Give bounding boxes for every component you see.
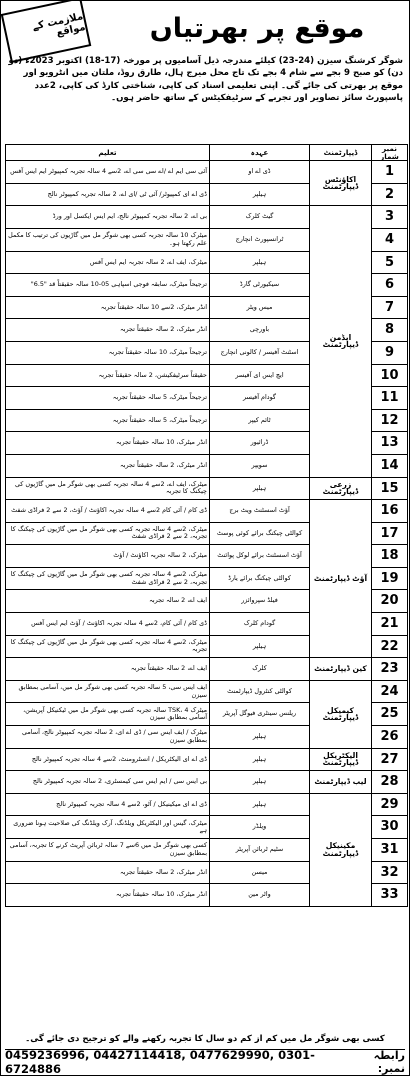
row-number: 6 xyxy=(372,274,408,297)
row-number: 28 xyxy=(372,771,408,794)
qualification-cell: ایف اے، 2 سالہ حقیقتاً تجربہ xyxy=(6,658,210,681)
row-number: 27 xyxy=(372,748,408,771)
intro-paragraph: شوگر کرشنگ سیزن (24-23) کیلئے مندرجہ ذیل آسامیوں پر مورخہ (17-18) اکتوبر 2023ء (دو دن) کو صبح 9 بجے سے شام 4 بجے تک تاج محل میرج ہال، طارق روڈ، ملتان میں انٹرویو اور موقع پر بھرتی کی جائے گی۔ اپنی تعلیمی اسناد کی کاپی، شناختی کارڈ کی کاپی، 2عدد پاسپورٹ سائز تصاویر اور تجربے کے سرٹیفکیٹس کے ساتھ حاضر ہوں۔ xyxy=(8,56,403,103)
qualification-cell: ترجیحاً میٹرک، 5 سالہ حقیقتاً تجربہ xyxy=(6,409,210,432)
table-row xyxy=(6,771,408,794)
row-number: 32 xyxy=(372,861,408,884)
row-number: 10 xyxy=(372,364,408,387)
post-cell: میسن xyxy=(210,861,310,884)
contact-label: رابطہ نمبر: xyxy=(373,1049,405,1075)
qualification-cell: ایف ایس سی، 5 سالہ تجربہ کسی بھی شوگر مل میں، آسامی بمطابق سیزن xyxy=(6,680,210,703)
qualification-cell: میٹرک، 2سے 4 سالہ تجربہ کسی بھی شوگر مل میں گاڑیوں کی چیکنگ کا تجربہ xyxy=(6,635,210,658)
table-row xyxy=(6,206,408,229)
qualification-cell: میٹرک، 2سے 4 سالہ تجربہ کسی بھی شوگر مل میں گاڑیوں کی چیکنگ کا تجربہ، 2 سے 2 فراڈی شفٹ xyxy=(6,522,210,545)
post-cell: گودام آفیسر xyxy=(210,387,310,410)
qualification-cell: میٹرک، گیس اور الیکٹریکل ویلڈنگ، آرک ویلڈنگ کی صلاحیت ہونا ضروری ہے xyxy=(6,816,210,839)
table-row xyxy=(6,161,408,184)
post-cell: کلرک xyxy=(210,658,310,681)
row-number: 31 xyxy=(372,839,408,862)
post-cell: باورچی xyxy=(210,319,310,342)
department-cell: اکاؤنٹس ڈیپارٹمنٹ xyxy=(310,161,372,206)
post-cell: کوالٹی چیکنگ برائے یارڈ xyxy=(210,567,310,590)
table-row xyxy=(6,680,408,703)
post-cell: ہیلپر xyxy=(210,793,310,816)
row-number: 7 xyxy=(372,296,408,319)
qualification-cell: میٹرک، 2 سالہ تجربہ اکاؤنٹ / آؤٹ xyxy=(6,545,210,568)
qualification-cell: میٹرک 10 سالہ تجربہ کسی بھی شوگر مل میں گاڑیوں کی ترتیب کا مکمل علم رکھتا ہو۔ xyxy=(6,228,210,251)
qualification-cell: آئی سی ایم اے /اے سی سی اے، 2سے 4 سالہ تجربہ کمپیوٹر ایم ایس آفس xyxy=(6,161,210,184)
row-number: 26 xyxy=(372,726,408,749)
post-cell: سٹیم ٹربائن آپریٹر xyxy=(210,839,310,862)
post-cell: گیٹ کلرک xyxy=(210,206,310,229)
qualification-cell: انڈر میٹرک، 2 سالہ حقیقتاً تجربہ xyxy=(6,454,210,477)
post-cell: ریلنس سینٹری فیوگل آپریٹر xyxy=(210,703,310,726)
row-number: 4 xyxy=(372,228,408,251)
row-number: 3 xyxy=(372,206,408,229)
qualification-cell: کسی بھی شوگر مل میں 6سے 7 سالہ ٹربائن آپریٹ کرنے کا تجربہ، آسامی بمطابق سیزن xyxy=(6,839,210,862)
table-row xyxy=(6,658,408,681)
qualification-cell: ڈی اے ای کمپیوٹر/ آئی ٹی /ای اے، 2 سالہ تجربہ کمپیوٹر نالج xyxy=(6,183,210,206)
qualification-cell: ڈی کام / آئی کام، 2سے 4 سالہ تجربہ اکاؤنٹ / آؤٹ ایم ایس آفس xyxy=(6,613,210,636)
row-number: 8 xyxy=(372,319,408,342)
post-cell: ہیلپر xyxy=(210,771,310,794)
row-number: 12 xyxy=(372,409,408,432)
header-num: نمبر شمار xyxy=(372,145,408,161)
row-number: 29 xyxy=(372,793,408,816)
qualification-cell: حقیقتاً سرٹیفکیشن، 2 سالہ حقیقتاً تجربہ xyxy=(6,364,210,387)
row-number: 1 xyxy=(372,161,408,184)
table-row xyxy=(6,477,408,500)
post-cell: گودام کلرک xyxy=(210,613,310,636)
department-cell: الیکٹریکل ڈیپارٹمنٹ xyxy=(310,748,372,771)
row-number: 23 xyxy=(372,658,408,681)
post-cell: فیلڈ سپروائزر xyxy=(210,590,310,613)
department-cell: لیب ڈیپارٹمنٹ xyxy=(310,771,372,794)
row-number: 33 xyxy=(372,884,408,907)
row-number: 15 xyxy=(372,477,408,500)
row-number: 2 xyxy=(372,183,408,206)
row-number: 5 xyxy=(372,251,408,274)
qualification-cell: میٹرک، 2سے 4 سالہ تجربہ کسی بھی شوگر مل میں گاڑیوں کی چیکنگ کا تجربہ، 2 سے 2 فراڈی شفٹ xyxy=(6,567,210,590)
post-cell: ویلڈر xyxy=(210,816,310,839)
department-cell: کیمیکل ڈیپارٹمنٹ xyxy=(310,680,372,748)
row-number: 21 xyxy=(372,613,408,636)
qualification-cell: میٹرک، ایف اے، 2 سالہ تجربہ ایم ایس آفس xyxy=(6,251,210,274)
row-number: 11 xyxy=(372,387,408,410)
header-post: عہدہ xyxy=(210,145,310,161)
department-cell: آؤٹ ڈیپارٹمنٹ xyxy=(310,500,372,658)
row-number: 9 xyxy=(372,341,408,364)
qualification-cell: انڈر میٹرک، 10 سالہ حقیقتاً تجربہ xyxy=(6,884,210,907)
qualification-cell: ترجیحاً میٹرک، سابقہ فوجی اسپاہی 05-10 سالہ حقیقتاً قد "6.5" xyxy=(6,274,210,297)
header-qual: تعلیم xyxy=(6,145,210,161)
row-number: 16 xyxy=(372,500,408,523)
post-cell: واٹر مین xyxy=(210,884,310,907)
post-cell: ہیلپر xyxy=(210,477,310,500)
table-body xyxy=(6,161,408,907)
department-cell: ایڈمن ڈیپارٹمنٹ xyxy=(310,206,372,477)
qualification-cell: بی ایس سی / ایم ایس سی کیمسٹری، 2 سالہ تجربہ کمپیوٹر نالج xyxy=(6,771,210,794)
row-number: 25 xyxy=(372,703,408,726)
post-cell: آؤٹ اسسٹنٹ برائے لوکل پوائنٹ xyxy=(210,545,310,568)
post-cell: آؤٹ اسسٹنٹ ویٹ برج xyxy=(210,500,310,523)
qualification-cell: میٹرک TSK، 4 سالہ تجربہ کسی بھی شوگر مل میں ٹیکنیکل آپریشن، آسامی بمطابق سیزن xyxy=(6,703,210,726)
contact-numbers: 0459236996, 04427114418, 0477629990, 0301-6724886 xyxy=(5,1048,315,1076)
post-cell: سیکیورٹی گارڈ xyxy=(210,274,310,297)
qualification-cell: بی اے، 2 سالہ تجربہ کمپیوٹر نالج، ایم ایس ایکسل اور ورڈ xyxy=(6,206,210,229)
post-cell: ہیلپر xyxy=(210,748,310,771)
qualification-cell: ڈی اے ای الیکٹریکل / انسٹرومنٹ، 2سے 4 سالہ تجربہ کمپیوٹر نالج xyxy=(6,748,210,771)
row-number: 13 xyxy=(372,432,408,455)
post-cell: میس ویٹر xyxy=(210,296,310,319)
qualification-cell: میٹرک / ایف ایس سی / ڈی اے ای، 2 سالہ تجربہ کمپیوٹر نالج، آسامی بمطابق سیزن xyxy=(6,726,210,749)
post-cell: ڈی اے او xyxy=(210,161,310,184)
qualification-cell: ڈی کام / آئی کام 2سے 4 سالہ تجربہ اکاؤنٹ / آؤٹ، 2 سے 2 فراڈی شفٹ xyxy=(6,500,210,523)
post-cell: ہیلپر xyxy=(210,635,310,658)
row-number: 17 xyxy=(372,522,408,545)
row-number: 24 xyxy=(372,680,408,703)
qualification-cell: ایف اے، 2 سالہ تجربہ xyxy=(6,590,210,613)
header-dept: ڈیپارٹمنٹ xyxy=(310,145,372,161)
department-cell: مکینیکل ڈیپارٹمنٹ xyxy=(310,793,372,906)
row-number: 19 xyxy=(372,567,408,590)
post-cell: ڈرائیور xyxy=(210,432,310,455)
contact-bar xyxy=(5,1049,405,1074)
vacancies-table xyxy=(5,144,408,907)
post-cell: کوالٹی چیکنگ برائے کوئی پوسٹ xyxy=(210,522,310,545)
qualification-cell: ڈی اے ای میکینیکل / آٹو، 2سے 4 سالہ تجربہ کمپیوٹر نالج xyxy=(6,793,210,816)
post-cell: کوالٹی کنٹرول ڈیپارٹمنٹ xyxy=(210,680,310,703)
department-cell: زرعی ڈیپارٹمنٹ xyxy=(310,477,372,500)
qualification-cell: انڈر میٹرک، 2 سالہ حقیقتاً تجربہ xyxy=(6,861,210,884)
qualification-cell: انڈر میٹرک، 2سے 10 سالہ حقیقتاً تجربہ xyxy=(6,296,210,319)
post-cell: ٹرانسپورٹ انچارج xyxy=(210,228,310,251)
table-row xyxy=(6,500,408,523)
post-cell: سویپر xyxy=(210,454,310,477)
post-cell: ایچ ایس ای آفیسر xyxy=(210,364,310,387)
qualification-cell: ترجیحاً میٹرک، 10 سالہ حقیقتاً تجربہ xyxy=(6,341,210,364)
qualification-cell: میٹرک، ایف اے، 2سے 4 سالہ تجربہ کسی بھی شوگر مل میں گاڑیوں کی چیکنگ کا تجربہ xyxy=(6,477,210,500)
row-number: 22 xyxy=(372,635,408,658)
qualification-cell: ترجیحاً میٹرک، 5 سالہ حقیقتاً تجربہ xyxy=(6,387,210,410)
table-row xyxy=(6,793,408,816)
qualification-cell: انڈر میٹرک، 10 سالہ حقیقتاً تجربہ xyxy=(6,432,210,455)
jobs-stamp: ملازمت کے مواقع xyxy=(1,0,92,63)
footer-note: کسی بھی شوگر مل میں کم از کم دو سال کا تجربہ رکھنے والے کو ترجیح دی جائے گی۔ xyxy=(25,1034,385,1044)
table-row xyxy=(6,748,408,771)
row-number: 30 xyxy=(372,816,408,839)
post-cell: اسٹنٹ آفیسر / کالونی انچارج xyxy=(210,341,310,364)
row-number: 18 xyxy=(372,545,408,568)
qualification-cell: انڈر میٹرک، 2 سالہ حقیقتاً تجربہ xyxy=(6,319,210,342)
page-title: موقع پر بھرتیاں xyxy=(149,13,365,44)
row-number: 14 xyxy=(372,454,408,477)
post-cell: ٹائم کیپر xyxy=(210,409,310,432)
post-cell: ہیلپر xyxy=(210,251,310,274)
row-number: 20 xyxy=(372,590,408,613)
department-cell: کین ڈیپارٹمنٹ xyxy=(310,658,372,681)
post-cell: ہیلپر xyxy=(210,183,310,206)
post-cell: ہیلپر xyxy=(210,726,310,749)
